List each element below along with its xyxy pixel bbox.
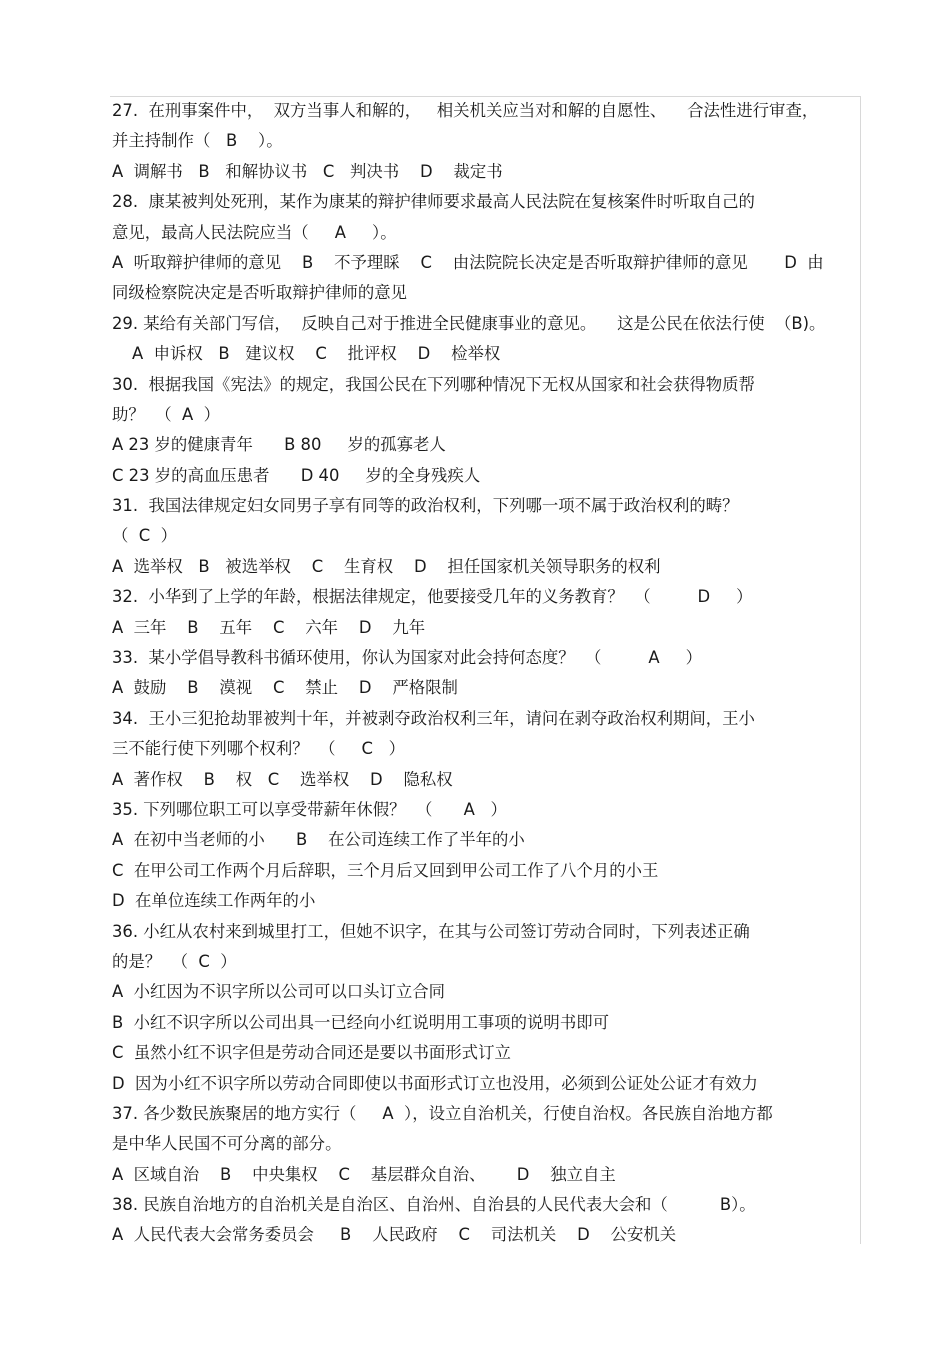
text-line: （ C ） — [112, 526, 178, 546]
text-line: 27. 在刑事案件中， 双方当事人和解的， 相关机关应当对和解的自愿性、 合法性进行审查， — [112, 101, 819, 120]
text-line: A 申诉权 B 建议权 C 批评权 D 检举权 — [132, 344, 501, 364]
text-line: 29. 某给有关部门写信， 反映自己对于推进全民健康事业的意见。 这是公民在依法行使 （B)。 — [112, 313, 826, 333]
text-line: 是中华人民国不可分离的部分。 — [112, 1134, 342, 1154]
text-line: D 因为小红不识字所以劳动合同即使以书面形式订立也没用，必须到公证处公证才有效力 — [112, 1073, 758, 1093]
text-line: A 听取辩护律师的意见 B 不予理睬 C 由法院院长决定是否听取辩护律师的意见 D 由 — [112, 252, 824, 272]
text-line: 三不能行使下列哪个权利？ （ C ） — [112, 739, 406, 759]
text-line: C 虽然小红不识字但是劳动合同还是要以书面形式订立 — [112, 1043, 511, 1063]
text-line: 28. 康某被判处死刑，某作为康某的辩护律师要求最高人民法院在复核案件时听取自己的 — [112, 192, 755, 212]
text-line: 意见，最高人民法院应当（ A ）。 — [112, 222, 397, 242]
text-line: A 在初中当老师的小 B 在公司连续工作了半年的小 — [112, 830, 525, 850]
text-line: 30. 根据我国《宪法》的规定，我国公民在下列哪种情况下无权从国家和社会获得物质帮 — [112, 374, 755, 394]
text-line: A 著作权 B 权 C 选举权 D 隐私权 — [112, 769, 453, 789]
text-line: 并主持制作（ B ）。 — [112, 131, 283, 151]
text-line: 35. 下列哪位职工可以享受带薪年休假？ （ A ） — [112, 799, 507, 819]
text-line: A 调解书 B 和解协议书 C 判决书 D 裁定书 — [112, 161, 503, 181]
text-line: 37. 各少数民族聚居的地方实行（ A ），设立自治机关，行使自治权。各民族自治地方都 — [112, 1103, 773, 1123]
text-line: A 23 岁的健康青年 B 80 岁的孤寡老人 — [112, 435, 446, 455]
text-line: A 小红因为不识字所以公司可以口头订立合同 — [112, 982, 446, 1002]
text-line: A 鼓励 B 漠视 C 禁止 D 严格限制 — [112, 678, 458, 698]
text-line: 36. 小红从农村来到城里打工，但她不识字，在其与公司签订劳动合同时，下列表述正确 — [112, 921, 750, 941]
text-line: B 小红不识字所以公司出具一已经向小红说明用工事项的说明书即可 — [112, 1012, 609, 1032]
text-line: 同级检察院决定是否听取辩护律师的意见 — [112, 283, 408, 303]
text-line: D 在单位连续工作两年的小 — [112, 891, 316, 911]
text-line: A 人民代表大会常务委员会 B 人民政府 C 司法机关 D 公安机关 — [112, 1225, 677, 1245]
text-line: C 23 岁的高血压患者 D 40 岁的全身残疾人 — [112, 465, 481, 485]
text-line: 34. 王小三犯抢劫罪被判十年，并被剥夺政治权利三年，请问在剥夺政治权利期间，王小 — [112, 708, 755, 728]
text-line: A 三年 B 五年 C 六年 D 九年 — [112, 617, 426, 637]
text-line: A 选举权 B 被选举权 C 生育权 D 担任国家机关领导职务的权利 — [112, 556, 661, 576]
text-line: 38. 民族自治地方的自治机关是自治区、自治州、自治县的人民代表大会和（ B）。 — [112, 1195, 756, 1215]
text-line: 32. 小华到了上学的年龄，根据法律规定，他要接受几年的义务教育？ （ D ） — [112, 587, 753, 607]
text-line: A 区域自治 B 中央集权 C 基层群众自治、 D 独立自主 — [112, 1164, 616, 1184]
text-line: 33. 某小学倡导教科书循环使用，你认为国家对此会持何态度？ （ A ） — [112, 648, 702, 668]
text-line: 助？ （ A ） — [112, 404, 221, 424]
text-line: 31. 我国法律规定妇女同男子享有同等的政治权利，下列哪一项不属于政治权利的畴？ — [112, 496, 739, 516]
text-line: 的是？ （ C ） — [112, 951, 237, 971]
text-line: C 在甲公司工作两个月后辞职，三个月后又回到甲公司工作了八个月的小王 — [112, 860, 659, 880]
document-body — [112, 96, 864, 1251]
